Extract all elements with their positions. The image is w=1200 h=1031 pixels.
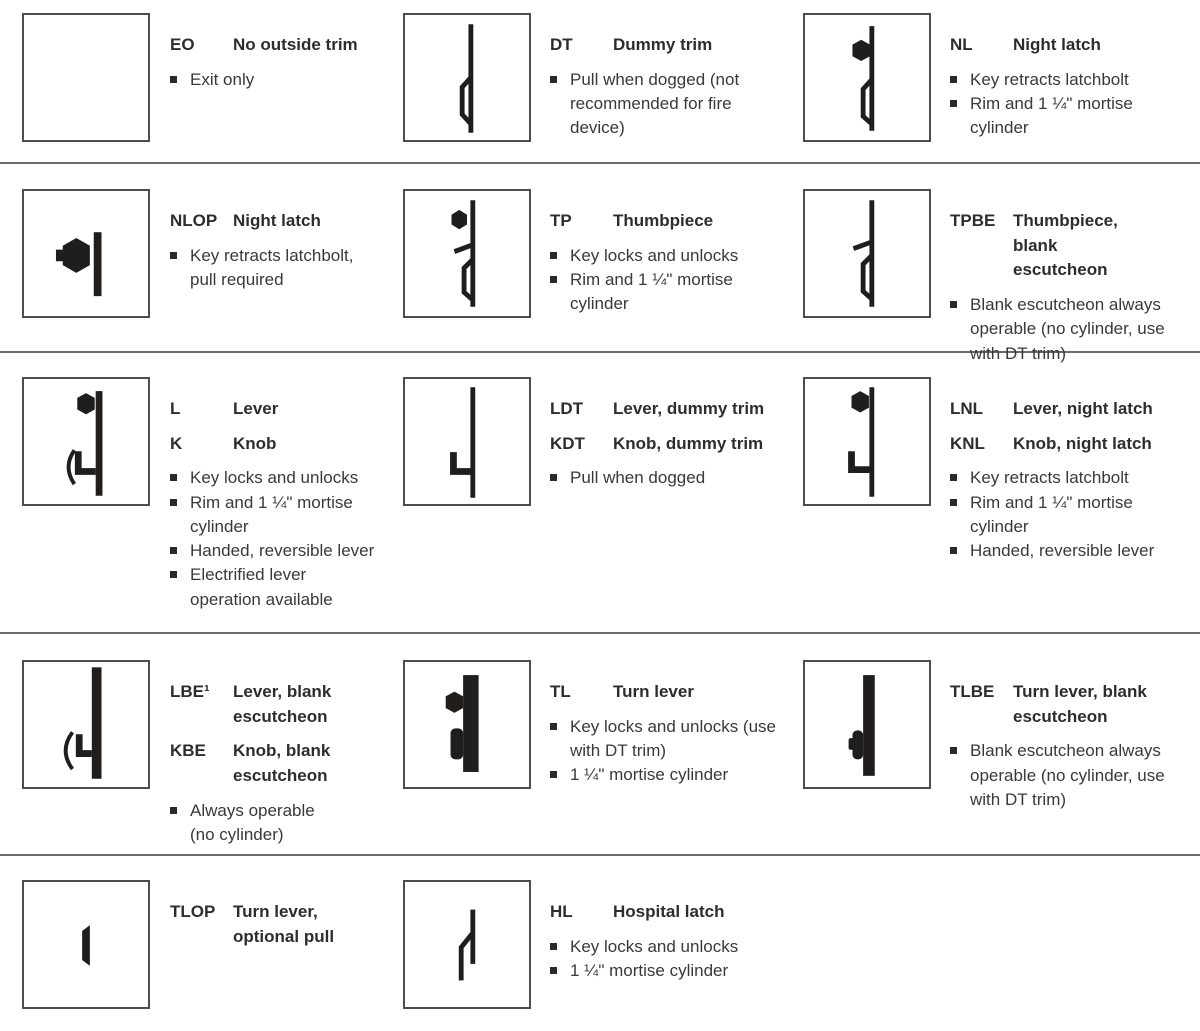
bullet-text: Key locks and unlocks (use with DT trim) <box>570 716 776 760</box>
trim-code: NL <box>950 35 973 54</box>
bullet-text: Key locks and unlocks <box>570 245 739 265</box>
trim-code: K <box>170 433 183 453</box>
bullet-text: Rim and 1 ¼" mortise cylinder <box>570 269 733 314</box>
trim-bullet-list <box>550 715 795 788</box>
trim-entry <box>550 33 795 58</box>
bullet-square-icon <box>170 499 177 506</box>
trim-entry <box>550 900 795 925</box>
trim-entry <box>170 739 392 788</box>
bullet-item <box>950 293 1195 366</box>
night-latch-trim-icon <box>805 15 929 140</box>
bullet-square-icon <box>170 807 177 814</box>
trim-cell-content <box>950 33 1195 141</box>
lever-blank-escutcheon-icon <box>24 662 148 787</box>
bullet-text: Rim and 1 ¼" mortise cylinder <box>970 492 1133 536</box>
bullet-square-icon <box>550 967 557 974</box>
trim-diagram-box <box>403 13 531 142</box>
trim-cell-content <box>170 397 392 612</box>
bullet-text: Key locks and unlocks <box>190 468 359 488</box>
trim-cell-content <box>170 209 392 292</box>
bullet-text: Key retracts latchbolt <box>970 69 1129 89</box>
trim-cell-content <box>550 209 795 317</box>
trim-title: Knob, dummy trim <box>613 433 764 453</box>
bullet-text: Pull when dogged <box>570 468 706 488</box>
trim-entry <box>170 209 392 234</box>
trim-cell-content <box>550 900 795 983</box>
thumbpiece-trim-icon <box>405 191 529 316</box>
hospital-latch-icon <box>405 882 529 1007</box>
section-divider <box>0 162 1200 164</box>
bullet-text: 1 ¼" mortise cylinder <box>570 960 729 980</box>
bullet-text: Key retracts latchbolt <box>970 468 1129 488</box>
section-divider <box>0 854 1200 856</box>
bullet-text: Always operable (no cylinder) <box>190 800 315 844</box>
dummy-trim-pull-icon <box>405 15 529 140</box>
bullet-text: Rim and 1 ¼" mortise cylinder <box>190 492 353 536</box>
trim-bullet-list <box>550 466 795 490</box>
trim-title: Turn lever <box>613 682 694 701</box>
bullet-text: Key retracts latchbolt, pull required <box>190 245 354 289</box>
trim-title: Lever <box>233 399 279 418</box>
bullet-square-icon <box>950 474 957 481</box>
trim-diagram-box <box>803 377 931 506</box>
bullet-item <box>170 244 392 293</box>
bullet-square-icon <box>170 547 177 554</box>
trim-title: Thumbpiece <box>613 211 714 230</box>
trim-entry <box>170 397 392 422</box>
trim-entry <box>950 33 1195 58</box>
trim-title: Dummy trim <box>613 35 713 54</box>
bullet-item <box>550 935 795 959</box>
bullet-item <box>550 466 795 490</box>
bullet-text: Handed, reversible lever <box>970 541 1155 561</box>
trim-bullet-list <box>950 68 1195 141</box>
bullet-text: Key locks and unlocks <box>570 936 739 956</box>
trim-diagram-box <box>22 13 150 142</box>
trim-bullet-list <box>950 739 1195 812</box>
trim-bullet-list <box>170 799 392 848</box>
bullet-square-icon <box>950 547 957 554</box>
bullet-item <box>550 68 795 141</box>
trim-code: DT <box>550 35 573 54</box>
trim-title: Night latch <box>1013 35 1101 54</box>
bullet-square-icon <box>950 301 957 308</box>
trim-title: Knob <box>233 433 277 453</box>
bullet-item <box>550 715 795 764</box>
section-divider <box>0 632 1200 634</box>
trim-code: HL <box>550 902 573 921</box>
trim-cell-content <box>950 397 1195 563</box>
bullet-item <box>950 466 1195 490</box>
bullet-square-icon <box>550 276 557 283</box>
trim-entry <box>950 680 1195 729</box>
trim-diagram-box <box>403 880 531 1009</box>
bullet-item <box>950 92 1195 141</box>
trim-diagram-box <box>403 660 531 789</box>
trim-diagram-box <box>22 377 150 506</box>
trim-title: Night latch <box>233 211 321 230</box>
bullet-item <box>550 763 795 787</box>
bullet-text: Blank escutcheon always operable (no cylinder, use with DT trim) <box>970 741 1165 809</box>
trim-bullet-list <box>550 244 795 317</box>
bullet-square-icon <box>170 76 177 83</box>
bullet-square-icon <box>550 771 557 778</box>
turn-lever-optional-pull-icon <box>24 882 148 1007</box>
bullet-text: Rim and 1 ¼" mortise cylinder <box>970 93 1133 138</box>
trim-bullet-list <box>170 68 392 92</box>
trim-bullet-list <box>550 935 795 984</box>
trim-title: Knob, night latch <box>1013 433 1152 453</box>
trim-bullet-list <box>950 293 1195 366</box>
trim-entry <box>950 397 1195 422</box>
bullet-item <box>950 491 1195 540</box>
trim-cell-content <box>550 397 795 491</box>
trim-entry <box>170 900 392 949</box>
trim-code: KNL <box>950 433 985 453</box>
trim-diagram-box <box>803 13 931 142</box>
trim-diagram-box <box>22 189 150 318</box>
trim-code: TP <box>550 211 572 230</box>
bullet-item <box>170 68 392 92</box>
bullet-square-icon <box>950 100 957 107</box>
trim-entry <box>170 432 392 457</box>
bullet-square-icon <box>550 723 557 730</box>
trim-title: Lever, blank escutcheon <box>233 682 332 726</box>
bullet-square-icon <box>550 943 557 950</box>
trim-title: Hospital latch <box>613 902 725 921</box>
trim-bullet-list <box>170 244 392 293</box>
bullet-item <box>170 491 392 540</box>
trim-diagram-box <box>22 660 150 789</box>
trim-bullet-list <box>550 68 795 141</box>
trim-entry <box>950 432 1195 457</box>
trim-diagram-box <box>403 189 531 318</box>
bullet-item <box>550 959 795 983</box>
bullet-text: Pull when dogged (not recommended for fire device) <box>570 69 740 138</box>
bullet-item <box>950 739 1195 812</box>
bullet-item <box>170 799 392 848</box>
bullet-item <box>170 563 392 612</box>
thumbpiece-blank-escutcheon-icon <box>805 191 929 316</box>
trim-entry <box>550 432 795 457</box>
bullet-square-icon <box>170 474 177 481</box>
bullet-square-icon <box>950 76 957 83</box>
bullet-square-icon <box>550 252 557 259</box>
trim-code: LDT <box>550 399 584 418</box>
trim-title: No outside trim <box>233 35 358 54</box>
bullet-item <box>550 268 795 317</box>
trim-title: Lever, dummy trim <box>613 399 765 418</box>
trim-entry <box>170 680 392 729</box>
trim-code: TPBE <box>950 211 996 230</box>
trim-title: Turn lever, optional pull <box>233 902 335 946</box>
trim-cell-content <box>170 900 392 959</box>
bullet-text: Exit only <box>190 69 255 89</box>
turn-lever-blank-escutcheon-icon <box>805 662 929 787</box>
trim-bullet-list <box>950 466 1195 563</box>
trim-code: KDT <box>550 433 585 453</box>
bullet-item <box>170 539 392 563</box>
bullet-square-icon <box>950 499 957 506</box>
trim-diagram-box <box>22 880 150 1009</box>
trim-cell-content <box>170 33 392 92</box>
trim-code: LNL <box>950 399 984 418</box>
trim-entry <box>550 680 795 705</box>
bullet-square-icon <box>550 76 557 83</box>
trim-entry <box>950 209 1195 283</box>
trim-code: TL <box>550 682 571 701</box>
trim-entry <box>550 397 795 422</box>
trim-diagram-box <box>403 377 531 506</box>
empty-box-icon <box>24 15 148 140</box>
night-latch-pull-icon <box>24 191 148 316</box>
trim-code: NLOP <box>170 211 218 230</box>
bullet-item <box>950 68 1195 92</box>
trim-title: Knob, blank escutcheon <box>233 741 331 785</box>
trim-title: Lever, night latch <box>1013 399 1153 418</box>
lever-dummy-trim-icon <box>405 379 529 504</box>
trim-title: Turn lever, blank escutcheon <box>1013 682 1147 726</box>
trim-diagram-box <box>803 660 931 789</box>
trim-code: EO <box>170 35 195 54</box>
trim-code: TLBE <box>950 682 995 701</box>
trim-bullet-list <box>170 466 392 612</box>
trim-entry <box>550 209 795 234</box>
bullet-item <box>950 539 1195 563</box>
bullet-square-icon <box>550 474 557 481</box>
trim-code: LBE¹ <box>170 682 210 701</box>
trim-code: KBE <box>170 741 206 761</box>
trim-diagram-box <box>803 189 931 318</box>
trim-cell-content <box>550 33 795 141</box>
trim-cell-content <box>170 680 392 847</box>
bullet-square-icon <box>170 252 177 259</box>
bullet-text: 1 ¼" mortise cylinder <box>570 765 729 785</box>
lever-night-latch-icon <box>805 379 929 504</box>
lever-knob-trim-icon <box>24 379 148 504</box>
bullet-item <box>550 244 795 268</box>
bullet-square-icon <box>170 571 177 578</box>
trim-code: L <box>170 399 181 418</box>
bullet-text: Blank escutcheon always operable (no cylinder, use with DT trim) <box>970 294 1165 363</box>
bullet-square-icon <box>950 747 957 754</box>
bullet-text: Electrified lever operation available <box>190 565 333 609</box>
trim-cell-content <box>950 209 1195 366</box>
trim-title: Thumbpiece, blank escutcheon <box>1013 211 1118 280</box>
bullet-item <box>170 466 392 490</box>
trim-entry <box>170 33 392 58</box>
trim-code: TLOP <box>170 902 216 921</box>
turn-lever-trim-icon <box>405 662 529 787</box>
trim-cell-content <box>950 680 1195 812</box>
bullet-text: Handed, reversible lever <box>190 541 375 561</box>
trim-cell-content <box>550 680 795 788</box>
